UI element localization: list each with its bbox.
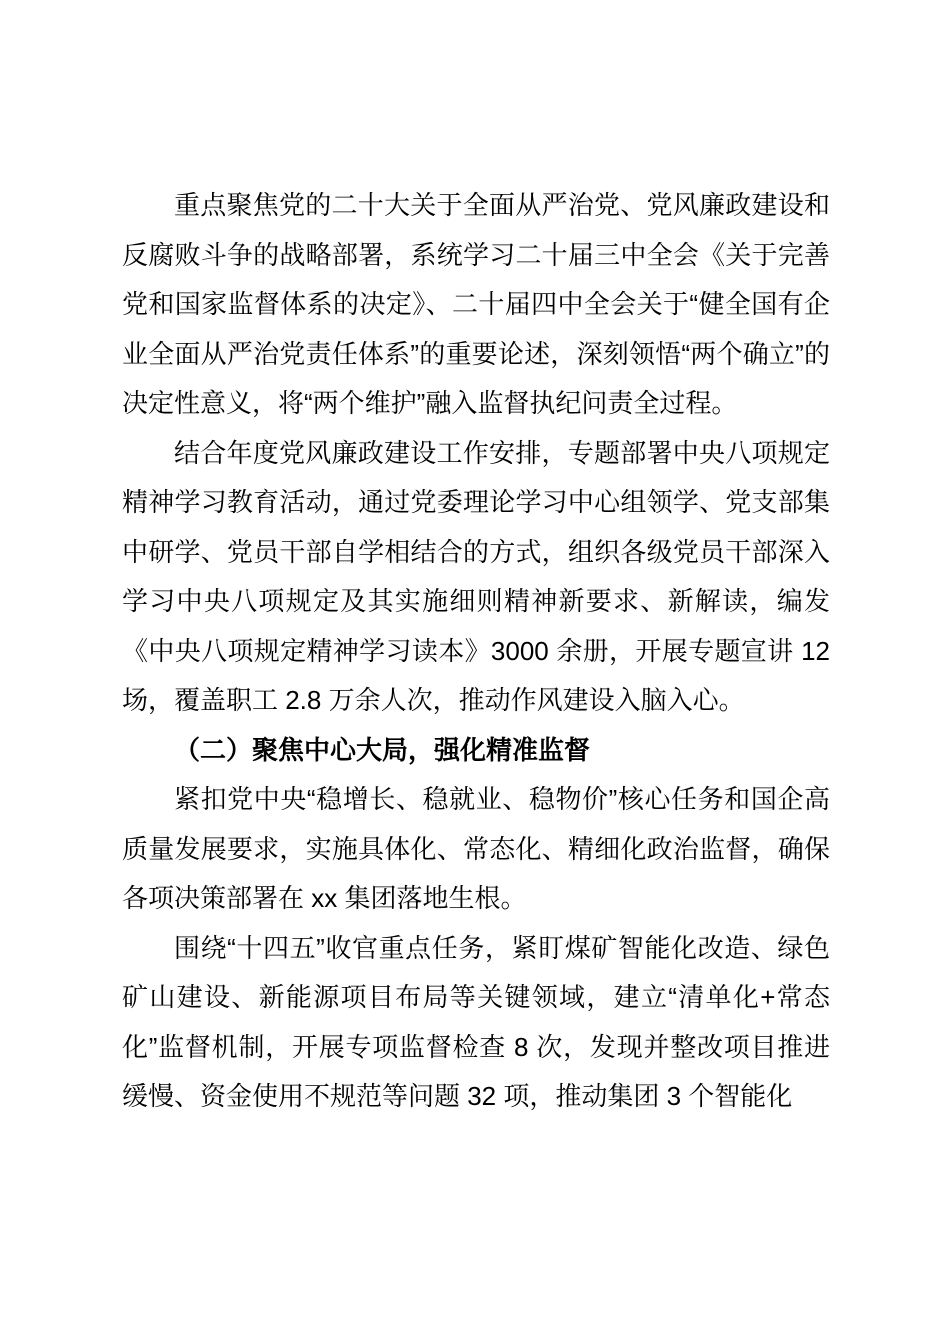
body-paragraph: 紧扣党中央“稳增长、稳就业、稳物价”核心任务和国企高质量发展要求，实施具体化、常态化、精细化政治监督，确保各项决策部署在 xx 集团落地生根。 — [122, 784, 830, 913]
document-content — [122, 181, 830, 1122]
body-paragraph: 结合年度党风廉政建设工作安排，专题部署中央八项规定精神学习教育活动，通过党委理论学习中心组领学、党支部集中研学、党员干部自学相结合的方式，组织各级党员干部深入学习中央八项规定及其实施细则精神新要求、新解读，编发《中央八项规定精神学习读本》3000 余册，开展专题宣讲 12 场，覆盖职工 2.8 万余人次，推动作风建设入脑入心。 — [122, 437, 830, 715]
section-heading: （二）聚焦中心大局，强化精准监督 — [174, 734, 591, 765]
body-paragraph: 重点聚焦党的二十大关于全面从严治党、党风廉政建设和反腐败斗争的战略部署，系统学习二十届三中全会《关于完善党和国家监督体系的决定》、二十届四中全会关于“健全国有企业全面从严治党责任体系”的重要论述，深刻领悟“两个确立”的决定性意义，将“两个维护”融入监督执纪问责全过程。 — [122, 190, 830, 418]
body-paragraph: 围绕“十四五”收官重点任务，紧盯煤矿智能化改造、绿色矿山建设、新能源项目布局等关键领域，建立“清单化+常态化”监督机制，开展专项监督检查 8 次，发现并整改项目推进缓慢、资金使用不规范等问题 32 项，推动集团 3 个智能化 — [122, 932, 830, 1111]
